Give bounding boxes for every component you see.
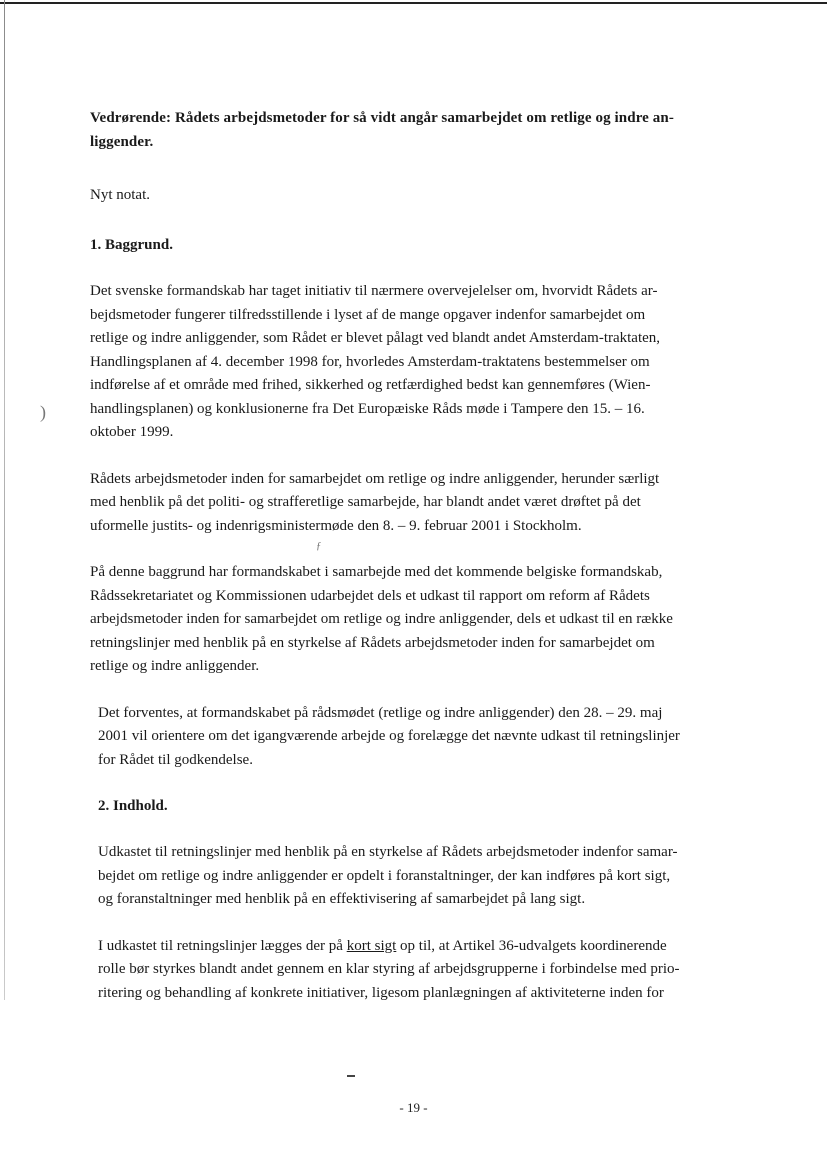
- top-border-line: [0, 2, 827, 4]
- document-note: Nyt notat.: [90, 187, 150, 203]
- paragraph: [98, 935, 750, 1006]
- underlined-term: kort sigt: [346, 937, 397, 954]
- text-segment: op til, at Artikel 36-udvalgets koordinerende: [396, 937, 667, 954]
- text-line: retlige og indre anliggender.: [90, 658, 260, 674]
- document-page: [90, 106, 750, 1028]
- text-line: Udkastet til retningslinjer med henblik på en styrkelse af Rådets arbejdsmetoder indenfor samar-: [98, 844, 678, 860]
- document-subject: [90, 106, 750, 154]
- subject-line: Vedrørende: Rådets arbejdsmetoder for så vidt angår samarbejdet om retlige og indre an-: [90, 110, 674, 126]
- paragraph: [98, 702, 750, 773]
- text-line: På denne baggrund har formandskabet i samarbejde med det kommende belgiske formandskab,: [90, 564, 663, 580]
- scan-artifact-dash: [347, 1075, 355, 1077]
- text-line: Handlingsplanen af 4. december 1998 for, hvorledes Amsterdam-traktatens bestemmelser om: [90, 353, 650, 370]
- text-line: retlige og indre anliggender, som Rådet er blevet pålagt ved blandt andet Amsterdam-traktaten,: [90, 330, 661, 346]
- text-line: med henblik på det politi- og strafferetlige samarbejde, har blandt andet været drøftet på det: [90, 494, 641, 510]
- section-heading-indhold: 2. Indhold.: [98, 798, 168, 814]
- left-scan-edge: [4, 0, 5, 1000]
- text-line: retningslinjer med henblik på en styrkelse af Rådets arbejdsmetoder inden for samarbejdet om: [90, 634, 655, 651]
- text-line: Rådssekretariatet og Kommissionen udarbejdet dels et udkast til rapport om reform af Rådets: [90, 587, 650, 604]
- page-number: - 19 -: [399, 1100, 428, 1115]
- paragraph: [90, 280, 750, 445]
- text-line: ritering og behandling af konkrete initiativer, ligesom planlægningen af aktiviteterne inden for: [98, 984, 664, 1001]
- subject-line: liggender.: [90, 134, 154, 150]
- text-line: indførelse af et område med frihed, sikkerhed og retfærdighed bedst kan gennemføres (Wien-: [90, 377, 651, 393]
- text-line: bejdet om retlige og indre anliggender er opdelt i foranstaltninger, der kan indføres på kort sigt,: [98, 867, 671, 884]
- text-line: oktober 1999.: [90, 424, 174, 440]
- scan-artifact-bracket: ): [40, 402, 46, 422]
- text-segment: I udkastet til retningslinjer lægges der på: [98, 937, 347, 954]
- text-line: 2001 vil orientere om det igangværende arbejde og forelægge det nævnte udkast til retningslinjer: [98, 728, 680, 744]
- text-line: arbejdsmetoder inden for samarbejdet om retlige og indre anliggender, dels et udkast til en række: [90, 611, 673, 627]
- text-line: Det forventes, at formandskabet på rådsmødet (retlige og indre anliggender) den 28. – 29. maj: [98, 704, 663, 721]
- text-line: [98, 935, 750, 959]
- text-line: for Rådet til godkendelse.: [98, 751, 253, 768]
- text-line: og foranstaltninger med henblik på en effektivisering af samarbejdet på lang sigt.: [98, 891, 586, 907]
- text-line: Det svenske formandskab har taget initiativ til nærmere overvejelelser om, hvorvidt Rådets ar-: [90, 283, 658, 299]
- paragraph: [90, 561, 750, 679]
- text-line: Rådets arbejdsmetoder inden for samarbejdet om retlige og indre anliggender, herunder særligt: [90, 470, 660, 487]
- paragraph: [90, 468, 750, 539]
- section-heading-baggrund: 1. Baggrund.: [90, 237, 173, 253]
- paragraph: [98, 841, 750, 912]
- text-line: rolle bør styrkes blandt andet gennem en klar styring af arbejdsgrupperne i forbindelse med prio-: [98, 961, 680, 977]
- text-line: bejdsmetoder fungerer tilfredsstillende i lyset af de mange opgaver indenfor samarbejdet om: [90, 306, 646, 323]
- text-line: uformelle justits- og indenrigsministermøde den 8. – 9. februar 2001 i Stockholm.: [90, 517, 582, 534]
- scan-artifact-mark: ƒ: [316, 540, 322, 552]
- text-line: handlingsplanen) og konklusionerne fra Det Europæiske Råds møde i Tampere den 15. – 16.: [90, 400, 645, 417]
